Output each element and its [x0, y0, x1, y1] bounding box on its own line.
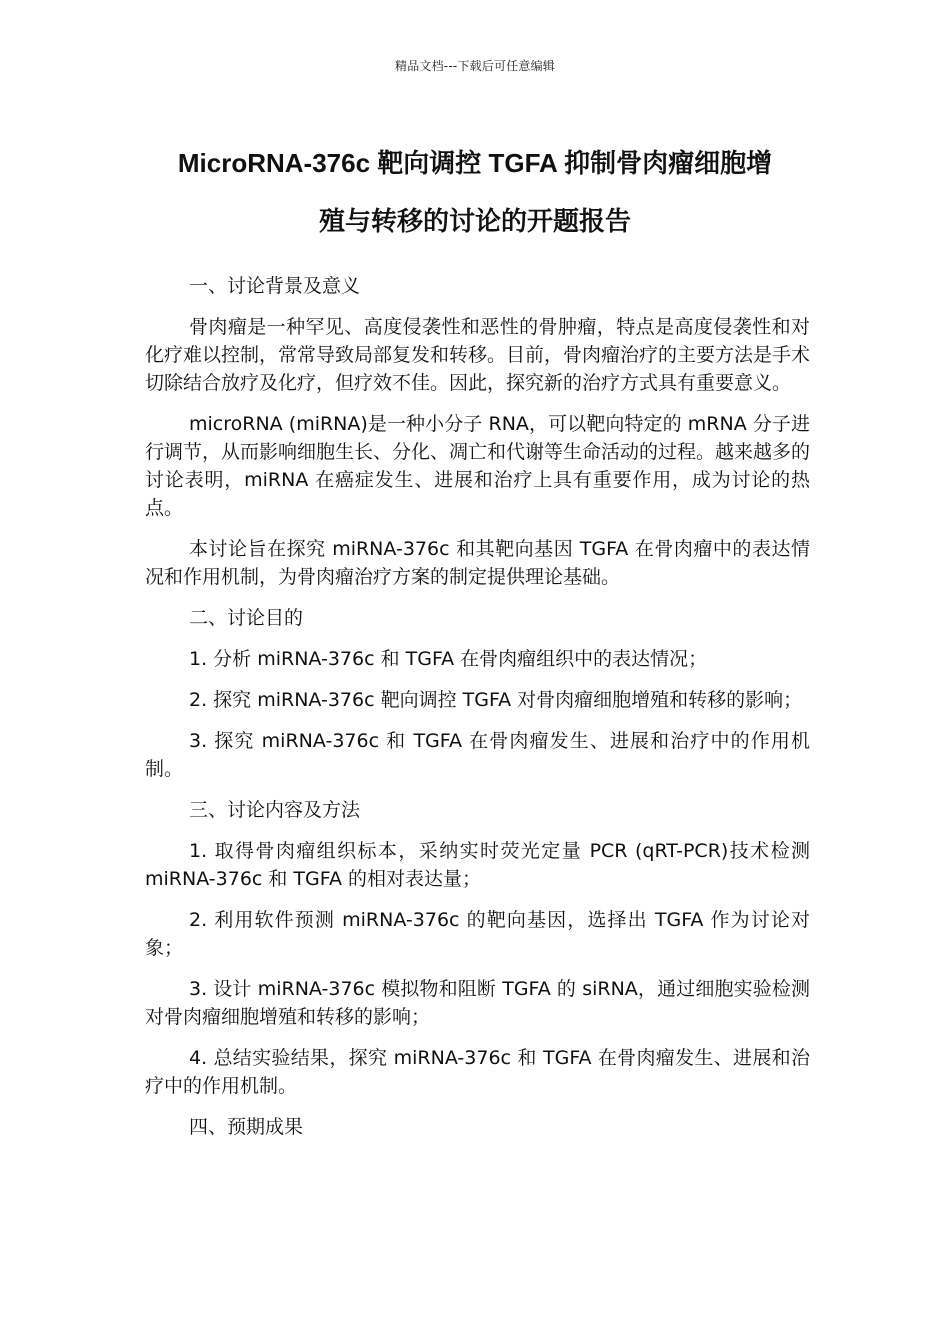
document-title	[120, 134, 830, 250]
page-header: 精品文档---下载后可任意编辑	[395, 59, 555, 73]
document-body	[145, 272, 810, 1154]
document-title-line-1: MicroRNA-376c 靶向调控 TGFA 抑制骨肉瘤细胞增	[177, 148, 773, 178]
section-heading-expected-results: 四、预期成果	[189, 1116, 304, 1138]
objective-item-2: 2. 探究 miRNA-376c 靶向调控 TGFA 对骨肉瘤细胞增殖和转移的影响；	[189, 689, 803, 711]
section-heading-background: 一、讨论背景及意义	[189, 275, 361, 297]
method-item-4: 4. 总结实验结果，探究 miRNA-376c 和 TGFA 在骨肉瘤发生、进展和治疗中的作用机制。	[145, 1047, 810, 1097]
method-item-1: 1. 取得骨肉瘤组织标本，采纳实时荧光定量 PCR (qRT-PCR)技术检测 miRNA-376c 和 TGFA 的相对表达量；	[145, 840, 810, 890]
paragraph-background-3: 本讨论旨在探究 miRNA-376c 和其靶向基因 TGFA 在骨肉瘤中的表达情况和作用机制，为骨肉瘤治疗方案的制定提供理论基础。	[145, 538, 810, 588]
document-title-line-2: 殖与转移的讨论的开题报告	[318, 206, 631, 236]
section-heading-methods: 三、讨论内容及方法	[189, 799, 361, 821]
objective-item-3: 3. 探究 miRNA-376c 和 TGFA 在骨肉瘤发生、进展和治疗中的作用机制。	[145, 730, 810, 780]
paragraph-background-2: microRNA (miRNA)是一种小分子 RNA，可以靶向特定的 mRNA 分子进行调节，从而影响细胞生长、分化、凋亡和代谢等生命活动的过程。越来越多的讨论表明，miRNA 在癌症发生、进展和治疗上具有重要作用，成为讨论的热点。	[145, 413, 811, 519]
objective-item-1: 1. 分析 miRNA-376c 和 TGFA 在骨肉瘤组织中的表达情况；	[189, 648, 708, 670]
method-item-2: 2. 利用软件预测 miRNA-376c 的靶向基因，选择出 TGFA 作为讨论对象；	[145, 909, 810, 959]
section-heading-objectives: 二、讨论目的	[189, 607, 304, 629]
paragraph-background-1: 骨肉瘤是一种罕见、高度侵袭性和恶性的骨肿瘤，特点是高度侵袭性和对化疗难以控制，常常导致局部复发和转移。目前，骨肉瘤治疗的主要方法是手术切除结合放疗及化疗，但疗效不佳。因此，探究新的治疗方式具有重要意义。	[145, 316, 811, 394]
method-item-3: 3. 设计 miRNA-376c 模拟物和阻断 TGFA 的 siRNA，通过细胞实验检测对骨肉瘤细胞增殖和转移的影响；	[145, 978, 810, 1028]
